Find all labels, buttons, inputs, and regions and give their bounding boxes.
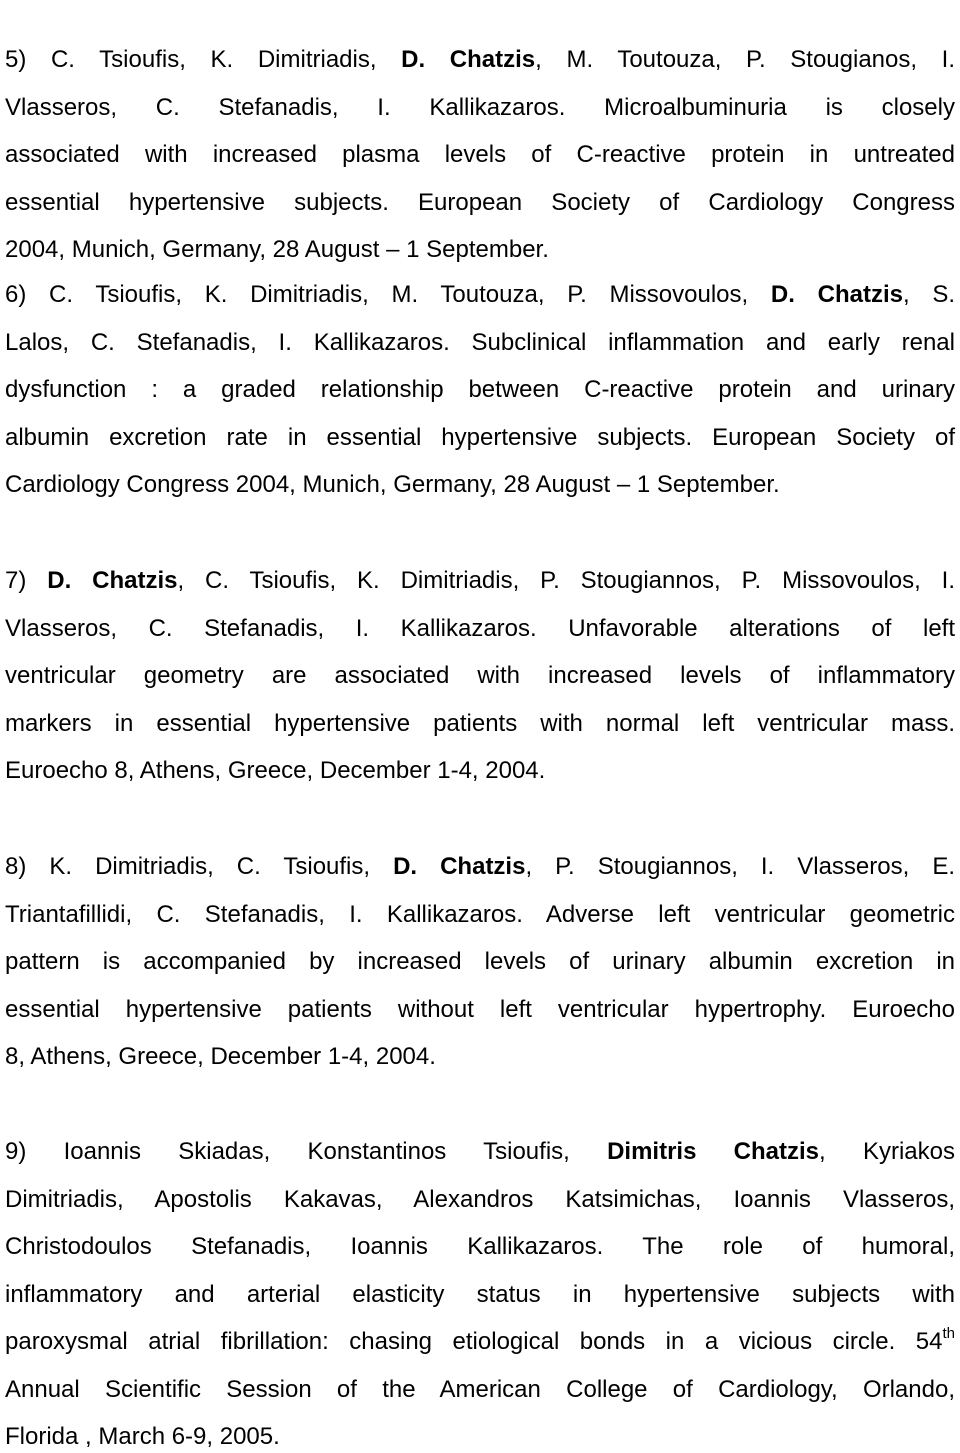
reference-line <box>5 1422 955 1452</box>
reference-text: 6) C. Tsioufis, K. Dimitriadis, M. Toutouza, P. Missovoulos, <box>5 281 771 308</box>
reference-line <box>5 995 955 1025</box>
reference-line <box>5 614 955 644</box>
reference-line <box>5 328 955 358</box>
reference-text: essential hypertensive subjects. European Society of Cardiology Congress <box>5 188 955 216</box>
reference-line <box>5 1375 955 1405</box>
reference-line <box>5 1185 955 1215</box>
reference-line <box>5 709 955 739</box>
reference-line <box>5 1280 955 1310</box>
author-highlight: D. Chatzis <box>393 853 526 880</box>
reference-text: , S. <box>902 281 956 308</box>
reference-line <box>5 947 955 977</box>
reference-line <box>5 756 955 786</box>
ordinal-superscript: th <box>942 1325 955 1342</box>
reference-line <box>5 45 955 75</box>
reference-text: Lalos, C. Stefanadis, I. Kallikazaros. Subclinical inflammation and early renal <box>5 328 955 356</box>
reference-line <box>5 423 955 453</box>
reference-line <box>5 852 955 882</box>
reference-line <box>5 93 955 123</box>
reference-text: inflammatory and arterial elasticity status in hypertensive subjects with <box>5 1280 955 1308</box>
reference-line <box>5 1327 955 1357</box>
reference-text: Florida , March 6-9, 2005. <box>5 1423 280 1450</box>
reference-text: Christodoulos Stefanadis, Ioannis Kallikazaros. The role of humoral, <box>5 1233 955 1260</box>
reference-line <box>5 661 955 691</box>
author-highlight: Dimitris Chatzis <box>607 1138 820 1165</box>
reference-text: 5) C. Tsioufis, K. Dimitriadis, <box>5 46 402 73</box>
reference-line <box>5 566 955 596</box>
reference-line <box>5 280 955 310</box>
reference-text: dysfunction : a graded relationship between C-reactive protein and urinary <box>5 376 955 403</box>
author-highlight: D. Chatzis <box>47 567 178 594</box>
reference-text: Annual Scientific Session of the American College of Cardiology, Orlando, <box>5 1375 955 1403</box>
reference-line <box>5 1042 955 1072</box>
reference-text: Vlasseros, C. Stefanadis, I. Kallikazaros. Microalbuminuria is closely <box>5 93 955 121</box>
reference-text: 7) <box>5 567 48 594</box>
reference-text: pattern is accompanied by increased levels of urinary albumin excretion in <box>5 948 955 975</box>
reference-line <box>5 235 955 265</box>
author-highlight: D. Chatzis <box>401 46 536 73</box>
reference-line <box>5 900 955 930</box>
author-highlight: D. Chatzis <box>770 281 903 308</box>
reference-text: , P. Stougiannos, I. Vlasseros, E. <box>525 853 955 880</box>
reference-line <box>5 140 955 170</box>
reference-line <box>5 470 955 500</box>
reference-line <box>5 1137 955 1167</box>
reference-text: 8, Athens, Greece, December 1-4, 2004. <box>5 1043 436 1070</box>
reference-text: Dimitriadis, Apostolis Kakavas, Alexandros Katsimichas, Ioannis Vlasseros, <box>5 1185 955 1213</box>
reference-text: , Kyriakos <box>819 1138 955 1165</box>
reference-text: paroxysmal atrial fibrillation: chasing etiological bonds in a vicious circle. 54 <box>5 1328 943 1355</box>
reference-line <box>5 1232 955 1262</box>
reference-text: Cardiology Congress 2004, Munich, Germany, 28 August – 1 September. <box>5 471 780 498</box>
reference-text: 8) K. Dimitriadis, C. Tsioufis, <box>5 853 394 880</box>
reference-line <box>5 375 955 405</box>
reference-text: 9) Ioannis Skiadas, Konstantinos Tsioufis, <box>5 1138 608 1165</box>
reference-text: ventricular geometry are associated with increased levels of inflammatory <box>5 662 955 689</box>
reference-text: , C. Tsioufis, K. Dimitriadis, P. Stougiannos, P. Missovoulos, I. <box>177 567 956 594</box>
reference-text: markers in essential hypertensive patients with normal left ventricular mass. <box>5 709 955 737</box>
reference-text: , M. Toutouza, P. Stougianos, I. <box>535 46 956 73</box>
reference-text: Euroecho 8, Athens, Greece, December 1-4, 2004. <box>5 757 546 784</box>
reference-text: 2004, Munich, Germany, 28 August – 1 September. <box>5 236 549 263</box>
reference-line <box>5 188 955 218</box>
reference-text: associated with increased plasma levels of C-reactive protein in untreated <box>5 141 955 168</box>
reference-text: Triantafillidi, C. Stefanadis, I. Kallikazaros. Adverse left ventricular geometric <box>5 900 955 928</box>
reference-text: Vlasseros, C. Stefanadis, I. Kallikazaros. Unfavorable alterations of left <box>5 614 955 642</box>
reference-text: essential hypertensive patients without left ventricular hypertrophy. Euroecho <box>5 995 955 1023</box>
reference-text: albumin excretion rate in essential hypertensive subjects. European Society of <box>5 423 955 451</box>
